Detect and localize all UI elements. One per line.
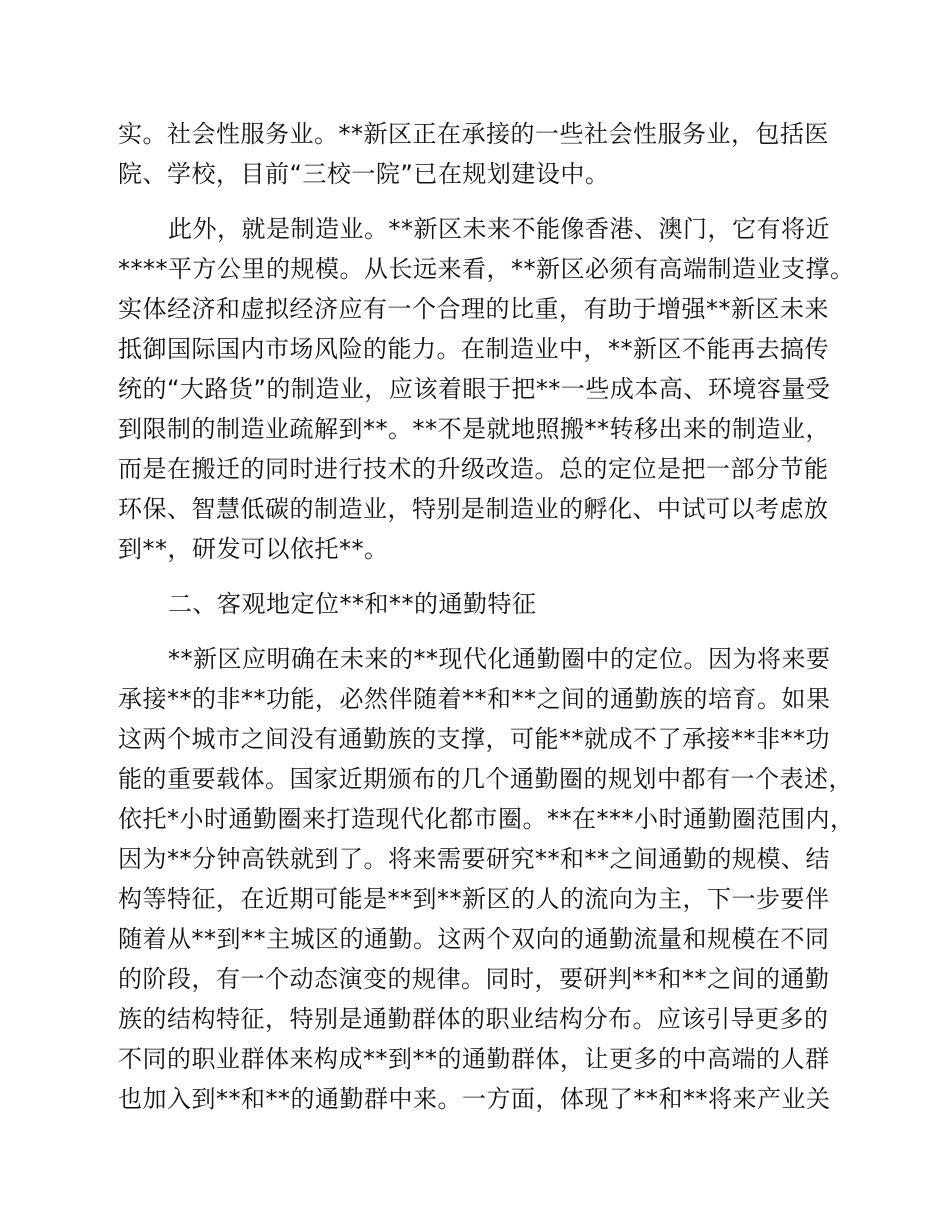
text-line: 因为**分钟高铁就到了。将来需要研究**和**之间通勤的规模、结 [118, 845, 830, 873]
text-line: 实。社会性服务业。**新区正在承接的一些社会性服务业，包括医 [118, 120, 829, 148]
section-heading: 二、客观地定位**和**的通勤特征 [168, 590, 537, 618]
text-line: 能的重要载体。国家近期颁布的几个通勤圈的规划中都有一个表述， [118, 765, 853, 793]
paragraph-first-line: 此外，就是制造业。**新区未来不能像香港、澳门，它有将近 [168, 215, 830, 243]
text-line: 承接**的非**功能，必然伴随着**和**之间的通勤族的培育。如果 [118, 685, 831, 713]
text-line: 族的结构特征，特别是通勤群体的职业结构分布。应该引导更多的 [118, 1005, 829, 1033]
text-line: 院、学校，目前“三校一院”已在规划建设中。 [118, 160, 610, 188]
text-line: 环保、智慧低碳的制造业，特别是制造业的孵化、中试可以考虑放 [118, 495, 829, 523]
text-line: 依托*小时通勤圈来打造现代化都市圈。**在***小时通勤圈范围内， [118, 805, 855, 833]
text-line: 抵御国际国内市场风险的能力。在制造业中，**新区不能再去搞传 [118, 335, 829, 363]
text-line: 到**，研发可以依托**。 [118, 535, 389, 563]
text-line: 统的“大路货”的制造业，应该着眼于把**一些成本高、环境容量受 [118, 375, 831, 403]
text-line: 随着从**到**主城区的通勤。这两个双向的通勤流量和规模在不同 [118, 925, 830, 953]
text-line: 这两个城市之间没有通勤族的支撑，可能**就成不了承接**非**功 [118, 725, 830, 753]
text-line: 实体经济和虚拟经济应有一个合理的比重，有助于增强**新区未来 [118, 295, 829, 323]
text-line: 不同的职业群体来构成**到**的通勤群体，让更多的中高端的人群 [118, 1045, 830, 1073]
text-line: 的阶段，有一个动态演变的规律。同时，要研判**和**之间的通勤 [118, 965, 830, 993]
text-line: 到限制的制造业疏解到**。**不是就地照搬**转移出来的制造业， [118, 415, 830, 443]
paragraph-first-line: **新区应明确在未来的**现代化通勤圈中的定位。因为将来要 [168, 645, 831, 673]
text-line: 也加入到**和**的通勤群中来。一方面，体现了**和**将来产业关 [118, 1085, 831, 1113]
text-line: 而是在搬迁的同时进行技术的升级改造。总的定位是把一部分节能 [118, 455, 829, 483]
text-line: ****平方公里的规模。从长远来看，**新区必须有高端制造业支撑。 [118, 255, 855, 283]
text-line: 构等特征，在近期可能是**到**新区的人的流向为主，下一步要伴 [118, 885, 830, 913]
